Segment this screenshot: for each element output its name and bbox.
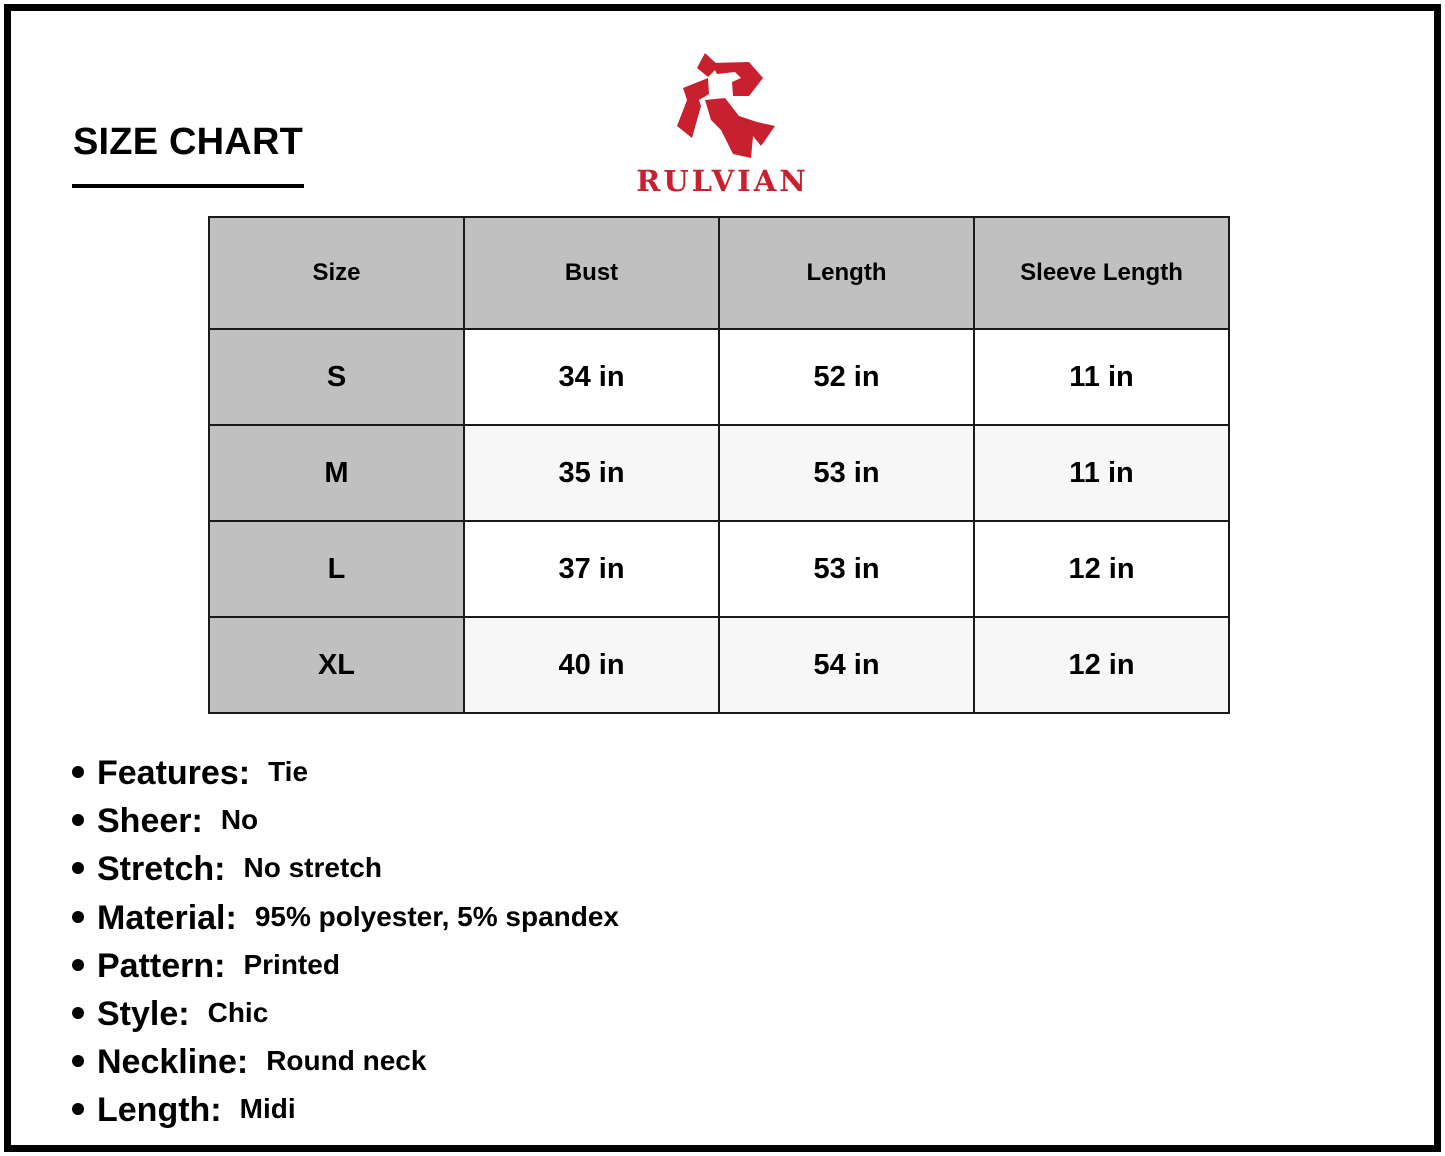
rulvian-r-logo-icon xyxy=(675,50,775,162)
length-cell: 54 in xyxy=(719,617,974,713)
bullet-icon xyxy=(72,1103,84,1115)
sleeve-length-cell: 11 in xyxy=(974,329,1229,425)
feature-value: Round neck xyxy=(266,1045,427,1077)
feature-value: Midi xyxy=(239,1093,296,1125)
bullet-icon xyxy=(72,1055,84,1067)
feature-value: No stretch xyxy=(243,852,382,884)
column-header-length: Length xyxy=(719,217,974,329)
size-cell: M xyxy=(209,425,464,521)
feature-label: Sheer: xyxy=(97,802,203,841)
bust-cell: 34 in xyxy=(464,329,719,425)
feature-value: No xyxy=(220,804,259,836)
table-row xyxy=(209,617,1229,713)
list-item xyxy=(72,1041,619,1089)
brand-logo xyxy=(620,50,825,200)
size-cell: L xyxy=(209,521,464,617)
table-row xyxy=(209,521,1229,617)
length-cell: 53 in xyxy=(719,521,974,617)
bullet-icon xyxy=(72,862,84,874)
length-cell: 52 in xyxy=(719,329,974,425)
list-item xyxy=(72,1089,619,1137)
feature-label: Stretch: xyxy=(97,850,226,889)
list-item xyxy=(72,848,619,896)
feature-value: Printed xyxy=(243,948,340,980)
column-header-size: Size xyxy=(209,217,464,329)
feature-value: 95% polyester, 5% spandex xyxy=(254,900,620,932)
title-underline xyxy=(72,184,304,188)
feature-label: Style: xyxy=(97,994,190,1033)
feature-label: Length: xyxy=(97,1091,222,1130)
column-header-bust: Bust xyxy=(464,217,719,329)
table-row xyxy=(209,425,1229,521)
size-chart-table xyxy=(208,216,1230,714)
brand-name: RULVIAN xyxy=(636,164,809,198)
feature-label: Features: xyxy=(97,754,251,792)
table-row xyxy=(209,329,1229,425)
list-item xyxy=(72,945,619,993)
logo-shapes xyxy=(677,53,775,158)
bullet-icon xyxy=(72,766,84,778)
sleeve-length-cell: 11 in xyxy=(974,425,1229,521)
bust-cell: 40 in xyxy=(464,617,719,713)
list-item xyxy=(72,800,619,848)
bullet-icon xyxy=(72,1007,84,1019)
feature-value: Tie xyxy=(268,756,309,787)
bust-cell: 37 in xyxy=(464,521,719,617)
bullet-icon xyxy=(72,911,84,923)
bust-cell: 35 in xyxy=(464,425,719,521)
size-cell: XL xyxy=(209,617,464,713)
sleeve-length-cell: 12 in xyxy=(974,521,1229,617)
bullet-icon xyxy=(72,814,84,826)
feature-label: Pattern: xyxy=(97,946,226,985)
page-title: SIZE CHART xyxy=(73,121,303,163)
length-cell: 53 in xyxy=(719,425,974,521)
feature-value: Chic xyxy=(207,996,269,1028)
bullet-icon xyxy=(72,959,84,971)
sleeve-length-cell: 12 in xyxy=(974,617,1229,713)
table-header-row xyxy=(209,217,1229,329)
list-item xyxy=(72,993,619,1041)
list-item xyxy=(72,752,619,800)
product-features-list xyxy=(72,752,619,1138)
feature-label: Material: xyxy=(97,898,237,937)
feature-label: Neckline: xyxy=(97,1043,249,1082)
size-cell: S xyxy=(209,329,464,425)
list-item xyxy=(72,897,619,945)
column-header-sleeve-length: Sleeve Length xyxy=(974,217,1229,329)
